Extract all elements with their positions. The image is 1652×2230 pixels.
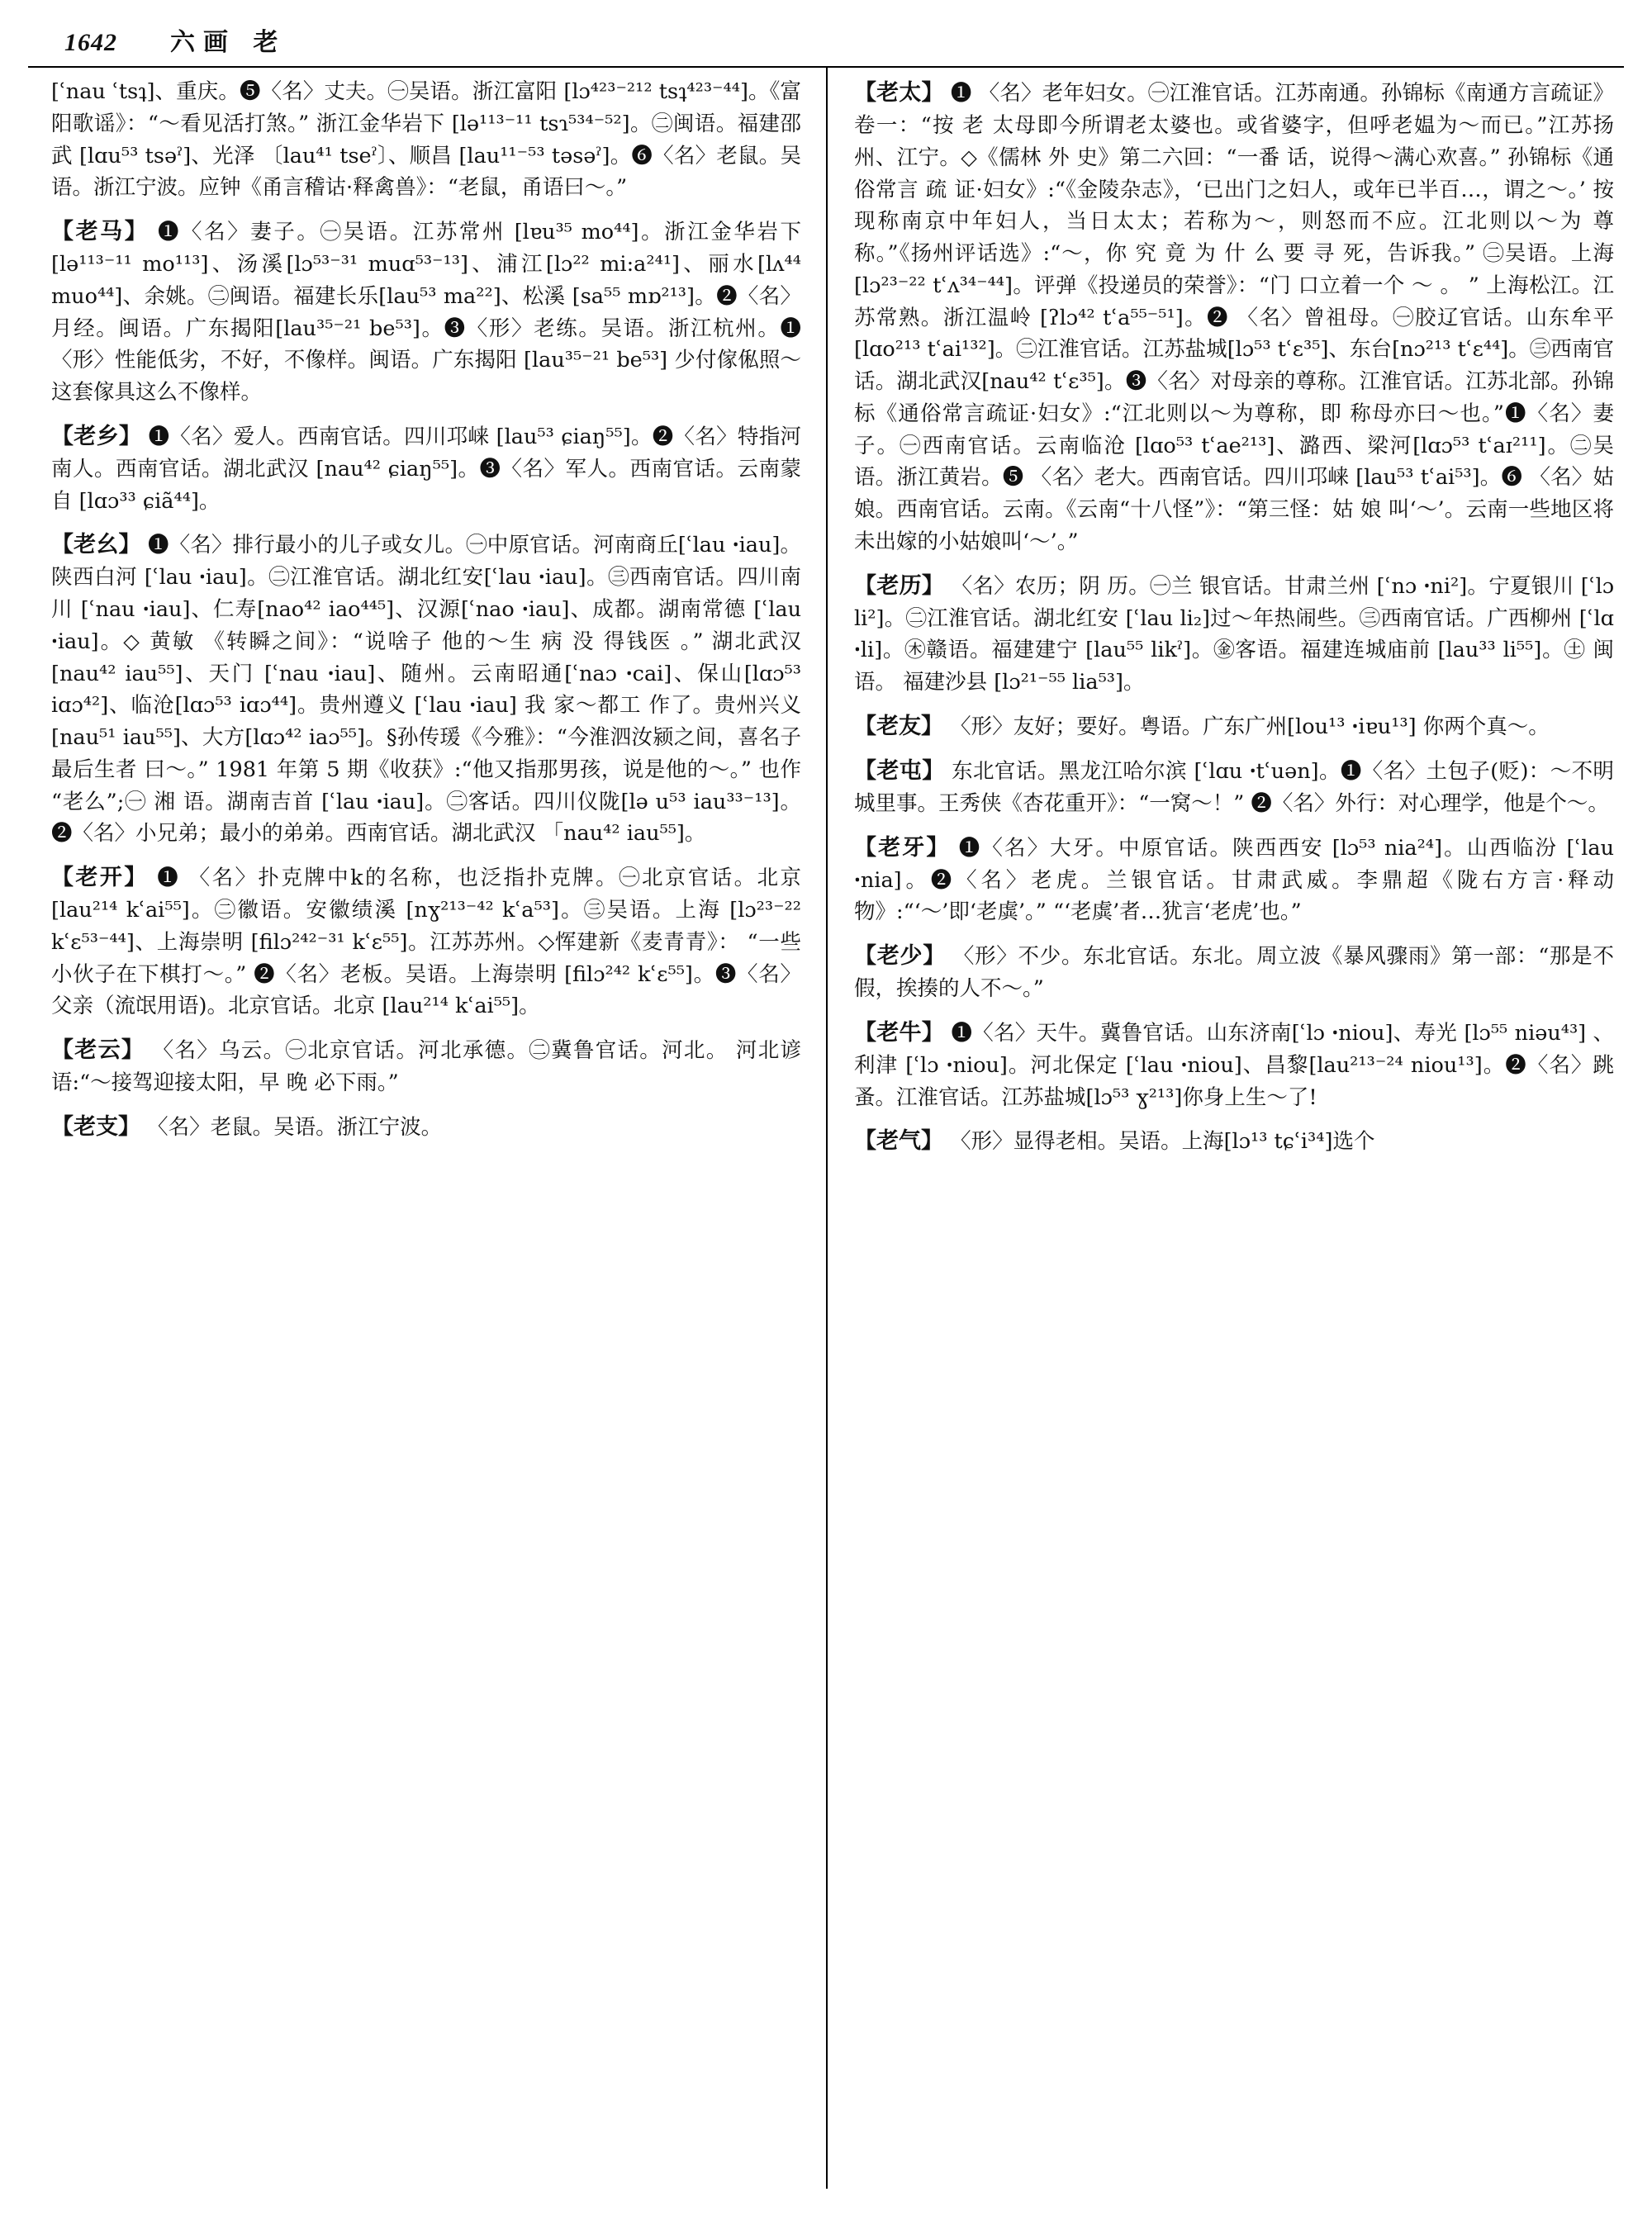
entry-body: ❶〈名〉妻子。㊀吴语。江苏常州 [lɐu³⁵ mo⁴⁴]。浙江金华岩下[lə¹¹³⁻¹¹ mo¹¹³]、汤溪[lɔ⁵³⁻³¹ muɑ⁵³⁻¹³]、浦江[lɔ²² mi:a²⁴¹]、丽水[lʌ⁴⁴ muo⁴⁴]、余姚。㊁闽语。福建长乐[lau⁵³ ma²²]、松溪 [sa⁵⁵ mɒ²¹³]。❷〈名〉月经。闽语。广东揭阳[lau³⁵⁻²¹ be⁵³]。❸〈形〉老练。吴语。浙江杭州。❶〈形〉性能低劣，不好，不像样。闽语。广东揭阳 [lau³⁵⁻²¹ be⁵³] 少付傢俬照～这套傢具这么不像样。 — [51, 220, 802, 406]
entry-headword: 【老屯】 — [854, 757, 945, 784]
entry-headword: 【老友】 — [854, 713, 943, 739]
column-divider — [826, 66, 828, 2189]
left-column — [28, 76, 826, 2189]
entry-body: ❶〈名〉爱人。西南官话。四川邛崃 [lau⁵³ ɕiaŋ⁵⁵]。❷〈名〉特指河南人。西南官话。湖北武汉 [nau⁴² ɕiaŋ⁵⁵]。❸〈名〉军人。西南官话。云南蒙自 [lɑɔ³³ ɕiã⁴⁴]。 — [51, 424, 801, 514]
entry-headword: 【老太】 — [854, 80, 944, 106]
entry-body: [ʿnau ʿtsʇ]、重庆。❺〈名〉丈夫。㊀吴语。浙江富阳 [lɔ⁴²³⁻²¹² tsʇ⁴²³⁻⁴⁴]。《富阳歌谣》：“～看见活打煞。” 浙江金华岩下 [lə¹¹³⁻¹¹ tsɿ⁵³⁴⁻⁵²]。㊁闽语。福建邵武 [lɑu⁵³ tsəˀ]、光泽 〔lau⁴¹ tseˀ〕、顺昌 [lau¹¹⁻⁵³ təsəˀ]。❻〈名〉老鼠。吴语。浙江宁波。应钟《甬言稽诂·释禽兽》：“老鼠，甬语曰～。” — [51, 79, 801, 201]
entry-body: ❶ 〈名〉老年妇女。㊀江淮官话。江苏南通。孙锦标《南通方言疏证》卷一：“按 老 太母即今所谓老太婆也。或省婆字，但呼老媪为～而已。”江苏扬州、江宁。◇《儒林 外 史》第二六回：“一番 话，说得～满心欢喜。” 孙锦标《通俗常言 疏 证·妇女》:“《金陵杂志》，‘已出门之妇人，或年已半百…，谓之～。’ 按现称南京中年妇人，当日太太；若称为～，则怒而不应。江北则以～为 尊 称。”《扬州评话选》:“～，你 究 竟 为 什 么 要 寻 死，告诉我。” ㊁吴语。上海 [lɔ²³⁻²² tʿʌ³⁴⁻⁴⁴]。评弹《投递员的荣誉》：“门 口立着一个 ～ 。 ” 上海松江。江苏常熟。浙江温岭 [ʔlɔ⁴² tʿa⁵⁵⁻⁵¹]。❷ 〈名〉曾祖母。㊀胶辽官话。山东牟平[lɑo²¹³ tʿai¹³²]。㊁江淮官话。江苏盐城[lɔ⁵³ tʿɛ³⁵]、东台[nɔ²¹³ tʿɛ⁴⁴]。㊂西南官话。湖北武汉[nau⁴² tʿɛ³⁵]。❸〈名〉对母亲的尊称。江淮官话。江苏北部。孙锦标《通俗常言疏证·妇女》:“江北则以～为尊称，即 称母亦曰～也。”❶〈名〉妻子。㊀西南官话。云南临沧 [lɑo⁵³ tʿae²¹³]、潞西、梁河[lɑɔ⁵³ tʿaɪ²¹¹]。㊁吴 语。浙江黄岩。❺ 〈名〉老大。西南官话。四川邛崃 [lau⁵³ tʿai⁵³]。❻ 〈名〉姑娘。西南官话。云南。《云南“十八怪”》：“第三怪：姑 娘 叫‘～’。云南一些地区将未出嫁的小姑娘叫‘～’。” — [854, 81, 1615, 554]
entry-headword: 【老牛】 — [854, 1019, 945, 1046]
entry-body: 〈名〉农历；阴 历。㊀兰 银官话。甘肃兰州 [ʿnɔ ꞏni²]。宁夏银川 [ʿlɔ li²]。㊁江淮官话。湖北红安 [ʿlau li₂]过～年热闹些。㊂西南官话。广西柳州 [ʿlɑ ꞏli]。㊍赣语。福建建宁 [lau⁵⁵ likˀ]。㊎客语。福建连城庙前 [lau³³ li⁵⁵]。㊏ 闽 语。 福建沙县 [lɔ²¹⁻⁵⁵ lia⁵³]。 — [854, 573, 1615, 695]
entry-body: ❶〈名〉天牛。冀鲁官话。山东济南[ʿlɔ ꞏniou]、寿光 [lɔ⁵⁵ niəu⁴³] 、利津 [ʿlɔ ꞏniou]。河北保定 [ʿlau ꞏniou]、昌黎[lau²¹³⁻²⁴ niou¹³]。❷〈名〉跳蚤。江淮官话。江苏盐城[lɔ⁵³ ɣ²¹³]你身上生～了! — [854, 1020, 1615, 1110]
entry-laoyun — [51, 1033, 801, 1099]
entry-headword: 【老乡】 — [51, 423, 142, 449]
page-header — [28, 21, 1624, 66]
entry-laoniu — [854, 1016, 1614, 1114]
entry-laoma — [51, 215, 801, 409]
entry-laoli — [854, 569, 1614, 699]
entry-body: 东北官话。黑龙江哈尔滨 [ʿlɑu ꞏtʿuən]。❶〈名〉土包子(贬)：～不明城里事。王秀侠《杏花重开》：“一窝～！” ❷〈名〉外行：对心理学，他是个～。 — [854, 758, 1615, 816]
entry-laoyou — [854, 709, 1614, 743]
entry-headword: 【老支】 — [51, 1113, 140, 1140]
entry-headword: 【老云】 — [51, 1037, 145, 1064]
entry-laoqi — [854, 1124, 1614, 1158]
entry-continuation — [51, 76, 801, 204]
entry-body: 〈名〉乌云。㊀北京官话。河北承德。㊁冀鲁官话。河北。 河北谚语:“～接驾迎接太阳，早 晚 必下雨。” — [51, 1038, 802, 1096]
entry-body: 〈形〉友好；要好。粤语。广东广州[lou¹³ ꞏiɐu¹³] 你两个真～。 — [950, 714, 1550, 739]
columns-container — [28, 66, 1624, 2189]
entry-laotai — [854, 76, 1614, 558]
entry-headword: 【老牙】 — [854, 834, 951, 861]
radical-heading: 六画 老 — [170, 28, 287, 57]
entry-headword: 【老历】 — [854, 572, 945, 599]
entry-body: ❶ 〈名〉扑克牌中k的名称，也泛指扑克牌。㊀北京官话。北京 [lau²¹⁴ kʿai⁵⁵]。㊁徽语。安徽绩溪 [nɣ²¹³⁻⁴² kʿa⁵³]。㊂吴语。上海 [lɔ²³⁻²² kʿɛ⁵³⁻⁴⁴]、上海崇明 [filɔ²⁴²⁻³¹ kʿɛ⁵⁵]。江苏苏州。◇恽建新《麦青青》： “一些小伙子在下棋打～。” ❷〈名〉老板。吴语。上海崇明 [filɔ²⁴² kʿɛ⁵⁵]。❸〈名〉父亲（流氓用语)。北京官话。北京 [lau²¹⁴ kʿai⁵⁵]。 — [51, 866, 802, 1019]
entry-headword: 【老幺】 — [51, 532, 141, 558]
entry-headword: 【老开】 — [51, 865, 149, 891]
entry-headword: 【老少】 — [854, 943, 946, 970]
entry-body: ❶〈名〉大牙。中原官话。陕西西安 [lɔ⁵³ nia²⁴]。山西临汾 [ʿlau ꞏnia]。❷〈名〉老虎。兰银官话。甘肃武威。李鼎超《陇右方言·释动物》:“‘～’即‘老虡’。” “‘老虡’者…犹言‘老虎’也。” — [854, 835, 1615, 925]
entry-laoyao — [51, 528, 801, 850]
entry-headword: 【老气】 — [854, 1128, 943, 1155]
entry-laoxiang — [51, 420, 801, 518]
entry-laozhi — [51, 1110, 801, 1144]
entry-body: 〈形〉显得老相。吴语。上海[lɔ¹³ tɕʿi³⁴]选个 — [950, 1129, 1375, 1155]
entry-laoshao — [854, 939, 1614, 1005]
entry-headword: 【老马】 — [51, 219, 150, 244]
entry-laotun — [854, 754, 1614, 820]
entry-laokai — [51, 861, 801, 1022]
right-column — [826, 76, 1624, 2189]
entry-body: 〈形〉不少。东北官话。东北。周立波《暴风骤雨》第一部：“那是不假，挨揍的人不～。” — [854, 944, 1615, 1002]
entry-body: ❶〈名〉排行最小的儿子或女儿。㊀中原官话。河南商丘[ʿlau ꞏiau]。陕西白河 [ʿlau ꞏiau]。㊁江淮官话。湖北红安[ʿlau ꞏiau]。㊂西南官话。四川南川 [ʿnau ꞏiau]、仁寿[nao⁴² iao⁴⁴⁵]、汉源[ʿnao ꞏiau]、成都。湖南常德 [ʿlau ꞏiau]。◇ 黄敏 《转瞬之间》：“说啥子 他的～生 病 没 得钱医 。” 湖北武汉[nau⁴² iau⁵⁵]、天门 [ʿnau ꞏiau]、随州。云南昭通[ʿnaɔ ꞏcai]、保山[lɑɔ⁵³ iɑɔ⁴²]、临沧[lɑɔ⁵³ iɑɔ⁴⁴]。贵州遵义 [ʿlau ꞏiau] 我 家～都工 作了。贵州兴义[nau⁵¹ iau⁵⁵]、大方[lɑɔ⁴² iaɔ⁵⁵]。§孙传瑗《今雅》：“今淮泗汝颍之间，喜名子最后生者 曰～。” 1981 年第 5 期《收获》:“他又指那男孩，说是他的～。” 也作 “老么”;㊀ 湘 语。湖南吉首 [ʿlau ꞏiau]。㊁客话。四川仪陇[lə u⁵³ iau³³⁻¹³]。❷〈名〉小兄弟；最小的弟弟。西南官话。湖北武汉 「nau⁴² iau⁵⁵]。 — [51, 533, 801, 847]
page-number: 1642 — [64, 29, 117, 56]
entry-body: 〈名〉老鼠。吴语。浙江宁波。 — [147, 1114, 443, 1140]
entry-laoya — [854, 831, 1614, 929]
